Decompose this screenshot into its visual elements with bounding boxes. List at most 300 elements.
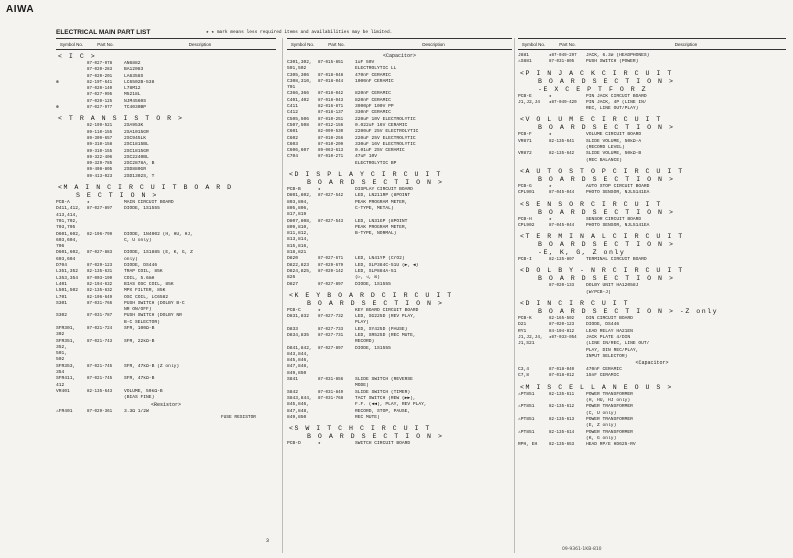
symbol-no: ⊛ xyxy=(56,105,59,111)
symbol-no: 603,604 xyxy=(56,256,76,262)
description: (LINE IN/REC, LINE OUT/ xyxy=(586,341,650,347)
description: PLAY) xyxy=(355,320,369,326)
symbol-no: L501,502 xyxy=(56,288,79,294)
description: LED, SG225D (REV PLAY, xyxy=(355,314,416,320)
description: 220uF 10V ELECTROLYTIC xyxy=(355,116,416,122)
description: POWER TRANSFORMER xyxy=(586,416,633,422)
part-no: ★ xyxy=(318,308,321,313)
part-no xyxy=(549,158,586,164)
symbol-no: C366,366 xyxy=(287,91,310,97)
page-title: ELECTRICAL MAIN PART LIST xyxy=(56,29,151,36)
description: (REC BALANCE) xyxy=(586,157,622,163)
brand-logo: AIWA xyxy=(6,4,35,15)
description: SLIDE SWITCH (TIMER) xyxy=(355,389,411,395)
symbol-no: 501,502 xyxy=(287,66,307,72)
section-heading: <D I N C I R C U I T xyxy=(520,300,630,308)
section-heading-cont: S E C T I O N > xyxy=(76,192,158,200)
symbol-no: C301,302, xyxy=(287,60,312,65)
description: NJM4560S xyxy=(124,98,147,104)
part-no: 87-012-156 xyxy=(318,123,344,128)
description: 2200uF 25V ELECTROLYTIC xyxy=(355,129,419,135)
part-no: 87-021-745 xyxy=(87,364,113,369)
header-part: Part No. xyxy=(328,41,345,47)
part-no: 82-199-521 xyxy=(87,124,113,129)
part-no: 87-027-543 xyxy=(318,219,344,224)
description: HEAD RP/E HD625-RV xyxy=(586,442,636,448)
part-no: 87-029-679 xyxy=(318,263,344,268)
description: (▷, ◁, ⊡) xyxy=(355,275,380,281)
part-no: 87-027-897 xyxy=(87,207,113,212)
symbol-no: S302 xyxy=(56,313,68,319)
availability-note: ★ ★ mark means less required items and availabilities may be limited. xyxy=(206,30,393,35)
part-row xyxy=(287,282,512,288)
part-no: 89-413-023 xyxy=(87,174,113,179)
description: 820nF CERAMIC xyxy=(355,97,391,103)
symbol-no: ⊛ xyxy=(56,79,59,85)
part-no: 87-027-733 xyxy=(318,327,344,332)
symbol-no xyxy=(56,395,87,401)
description: 220uF 25V ELECTROLYTIC xyxy=(355,135,416,141)
header-symbol: Symbol No. xyxy=(521,41,546,47)
part-row xyxy=(518,158,786,164)
part-no: 87-020-201 xyxy=(87,74,113,79)
section-heading-cont: B O A R D S E C T I O N > xyxy=(307,299,444,307)
handwritten-note: 09-9361-1KB-810 xyxy=(562,547,602,552)
symbol-no: J1,J2,J4, xyxy=(518,334,543,340)
symbol-no: 803,804, xyxy=(287,199,310,205)
column-divider xyxy=(282,38,283,553)
part-no: 87-020-123 xyxy=(549,323,575,328)
description: SFR, 47kΩ-B (Z only) xyxy=(124,363,180,369)
symbol-no: 845,846, xyxy=(287,358,310,364)
part-no: 82-135-653 xyxy=(549,443,575,448)
part-no: 82-099-530 xyxy=(318,130,344,135)
symbol-no: C704 xyxy=(287,154,299,160)
part-no: 87-018-044 xyxy=(318,79,344,84)
part-no: ★ xyxy=(87,201,90,206)
description: 470nF CERAMIC xyxy=(586,367,622,373)
description: SFR, 22kΩ-B xyxy=(124,338,155,344)
part-no: 82-135-613 xyxy=(549,417,575,422)
symbol-no: D831,832 xyxy=(287,314,310,320)
description: PIN JACK, 4P (LINE IN/ xyxy=(586,99,647,105)
part-no: ★ xyxy=(549,217,552,222)
symbol-no: PCB-D xyxy=(287,441,301,447)
description: SENSOR CIRCUIT BOARD xyxy=(586,216,642,222)
description: SLIDE VOLUME, 50kΩ-A xyxy=(586,138,642,144)
description: B-TYPE, NORMAL) xyxy=(355,231,397,237)
symbol-no: C603 xyxy=(287,141,299,147)
description: PHOTO SENSOR, NJL5141EA xyxy=(586,190,650,196)
description: (E, Z only) xyxy=(586,423,617,429)
symbol-no: PCB-G xyxy=(518,183,532,189)
symbol-no: CPL902 xyxy=(518,222,535,228)
symbol-no: VR872 xyxy=(518,151,532,157)
part-row xyxy=(287,415,512,421)
symbol-no: L351,352 xyxy=(56,269,79,275)
description: RECORD) xyxy=(355,339,375,345)
symbol-no: ⚠FR401 xyxy=(56,408,73,414)
description: MAIN CIRCUIT BOARD xyxy=(124,200,174,206)
symbol-no: L401 xyxy=(56,281,68,287)
description: LED, SR525D (REC MUTE, xyxy=(355,332,416,338)
symbol-no: RY1 xyxy=(518,328,527,334)
part-no: 87-045-044 xyxy=(549,191,575,196)
part-row xyxy=(518,223,786,229)
description: PEAK PROGRAM METER, xyxy=(355,199,408,205)
section-heading: <P I N J A C K C I R C U I T xyxy=(520,69,673,77)
subsection-heading: <Resistor> xyxy=(150,401,181,408)
part-no xyxy=(549,354,586,360)
symbol-no: D21 xyxy=(518,322,527,328)
header-part: Part No. xyxy=(97,41,114,47)
description: 2SC2878A, B xyxy=(124,161,155,167)
description: 2SC1815BL xyxy=(124,142,149,148)
header-description: Description xyxy=(674,41,698,47)
description: B-C SELECTOR) xyxy=(124,319,160,325)
description: AUTO STOP CIRCUIT BOARD xyxy=(586,183,650,189)
symbol-no: S841 xyxy=(287,377,299,383)
section-heading: <T E R M I N A L C I R C U I T xyxy=(520,233,684,241)
symbol-no: 412 xyxy=(56,382,65,388)
symbol-no: D833 xyxy=(287,326,299,332)
description: PUSH SWITCH (POWER) xyxy=(586,59,639,65)
part-no xyxy=(87,395,124,401)
description: DIODE, 1S1885 (E, K, G, Z xyxy=(124,250,193,256)
part-no: 87-027-897 xyxy=(318,346,344,351)
part-row xyxy=(56,409,276,415)
description: LA6358S xyxy=(124,73,144,79)
description: 3900pF 100V PP xyxy=(355,104,394,110)
part-no: 87-020-140 xyxy=(87,87,113,92)
section-heading-cont: -E X C E P T F O R Z xyxy=(538,85,648,93)
description: 470nF CERAMIC xyxy=(355,72,391,78)
part-row xyxy=(518,190,786,196)
part-no: 87-021-724 xyxy=(87,326,113,331)
part-no: 87-031-766 xyxy=(87,301,113,306)
description: COIL, 5.6mH xyxy=(124,275,155,281)
description: POWER TRANSFORMER xyxy=(586,429,633,435)
part-no xyxy=(318,415,355,421)
description: SLIDE SWITCH (REVERSE xyxy=(355,377,413,383)
symbol-no: 843,844, xyxy=(287,351,310,357)
part-no: 87-027-671 xyxy=(318,257,344,262)
description: SFR, 100Ω-B xyxy=(124,325,155,331)
description: SLIDE VOLUME, 50kΩ-B xyxy=(586,151,642,157)
symbol-no: ⚠S881 xyxy=(518,59,532,65)
symbol-no: D834,835 xyxy=(287,332,310,338)
description: LED, SLP384C-51U (▶, ◀) xyxy=(355,262,419,268)
part-no: 87-027-995 xyxy=(87,93,113,98)
description: PHOTO SENSOR, NJL5141EA xyxy=(586,222,650,228)
section-heading: <D I S P L A Y C I R C U I T xyxy=(289,171,442,179)
table-header xyxy=(56,38,276,50)
part-no: 87-031-849 xyxy=(318,390,344,395)
symbol-no: 413,414, xyxy=(56,212,79,218)
part-row xyxy=(518,373,786,379)
description: DIN CIRCUIT BOARD xyxy=(586,316,633,322)
description: 15nF CERAMIC xyxy=(586,373,620,379)
description: (C, U only) xyxy=(586,410,617,416)
description: 1uF 50V xyxy=(355,60,375,65)
description: JACK, 6.3ø (HEADPHONES) xyxy=(586,53,650,58)
symbol-no: D822,823 xyxy=(287,262,310,268)
description: MPX FILTER, 85K xyxy=(124,288,166,294)
part-no: 82-135-614 xyxy=(549,430,575,435)
symbol-no: PCB-I xyxy=(518,257,532,263)
description: POWER TRANSFORMER xyxy=(586,404,633,410)
description: KEY BOARD CIRCUIT BOARD xyxy=(355,307,419,313)
part-no: 87-018-048 xyxy=(318,73,344,78)
section-heading-cont: B O A R D S E C T I O N > xyxy=(538,275,675,283)
description: BA12083 xyxy=(124,67,144,73)
section-heading-cont: B O A R D S E C T I O N > xyxy=(538,124,675,132)
part-no: ★ xyxy=(318,442,321,447)
symbol-no: C505,506 xyxy=(287,116,310,122)
part-no: 82-135-807 xyxy=(549,258,575,263)
symbol-no: 817,819 xyxy=(287,212,307,218)
part-no: 87-018-012 xyxy=(549,374,575,379)
symbol-no: L353,354 xyxy=(56,275,79,281)
description: OSC COIL, LC6582 xyxy=(124,294,169,300)
section-heading: <D O L B Y - N R C I R C U I T xyxy=(520,267,684,275)
part-row xyxy=(518,290,786,296)
description: JACK PLATE 4/DIN xyxy=(586,334,631,340)
symbol-no: PCB-H xyxy=(518,216,532,222)
symbol-no: C401,402 xyxy=(287,97,310,103)
part-row xyxy=(56,174,276,180)
part-no: 87-003-199 xyxy=(87,276,113,281)
description: POWER TRANSFORMER xyxy=(586,391,633,397)
symbol-no: S843,844, xyxy=(287,395,312,401)
symbol-no: D801,802, xyxy=(287,193,312,199)
header-description: Description xyxy=(422,41,445,47)
symbol-no: D601,602, xyxy=(56,231,81,237)
description: DISPLAY CIRCUIT BOARD xyxy=(355,187,413,193)
part-no: 89-310-158 xyxy=(87,143,113,148)
description: DIODE, 1S1555 xyxy=(124,206,160,212)
part-no: 82-196-649 xyxy=(87,295,113,300)
description: TRAP COIL, 85K xyxy=(124,269,163,275)
part-no: 82-135-611 xyxy=(549,392,575,397)
description: 3.3Ω 1/2W xyxy=(124,408,149,414)
section-heading-cont: B O A R D S E C T I O N > xyxy=(538,175,675,183)
symbol-no: PCB-C xyxy=(287,307,301,313)
section-heading: < T R A N S I S T O R > xyxy=(58,115,184,123)
section-heading: <A U T O S T O P C I R C U I T xyxy=(520,167,684,175)
part-row xyxy=(518,106,786,112)
section-heading-cont: B O A R D S E C T I O N > -Z only xyxy=(538,308,719,316)
symbol-no: 845,846, xyxy=(287,402,310,408)
column-divider xyxy=(514,38,515,553)
part-no: 87-018-043 xyxy=(318,98,344,103)
symbol-no: 849,850 xyxy=(287,414,307,420)
section-heading: <S W I T C H C I R C U I T xyxy=(289,425,431,433)
symbol-no: D824,825, xyxy=(287,268,312,274)
header-symbol: Symbol No. xyxy=(290,41,315,47)
symbol-no: 354 xyxy=(56,370,65,376)
description: 47uF 10V xyxy=(355,154,378,160)
description: INPUT SELECTOR) xyxy=(586,353,628,359)
part-no: 89-310-155 xyxy=(87,149,113,154)
description: DIODE, DS446 xyxy=(124,263,158,269)
symbol-no: SFR351, xyxy=(56,338,76,344)
part-no: 82-135-641 xyxy=(549,139,575,144)
part-no: 87-027-897 xyxy=(318,282,344,287)
part-no: ★ xyxy=(549,94,552,99)
subsection-heading: <Capacitor> xyxy=(382,53,416,59)
symbol-no: 811,812, xyxy=(287,231,310,237)
description: 1000nF CERAMIC xyxy=(355,78,394,84)
description: DIODE, 1S1555 xyxy=(355,281,391,287)
description: VOLUME, 50kΩ-B xyxy=(124,388,163,394)
description: REC MUTE) xyxy=(355,414,380,420)
part-no: 87-010-209 xyxy=(318,142,344,147)
description: LED, SY425D (PAUSE) xyxy=(355,326,408,332)
description: NR ON/OFF) xyxy=(124,307,152,313)
symbol-no xyxy=(518,354,549,360)
description: 820nF CERAMIC xyxy=(355,91,391,97)
part-no: 87-020-125 xyxy=(87,99,113,104)
symbol-no: S301 xyxy=(56,300,68,306)
description: DIODE, 1S1555 xyxy=(355,345,391,351)
symbol-no: D841,842, xyxy=(287,345,312,351)
section-heading-cont: B O A R D S E C T I O N > xyxy=(538,241,675,249)
part-no: 82-135-612 xyxy=(549,405,575,410)
section-heading: <V O L U M E C I R C U I T xyxy=(520,116,662,124)
description: RECORD, STOP, PAUSE, xyxy=(355,408,411,414)
symbol-no: SFR353, xyxy=(56,363,76,369)
description: BIAS OSC COIL, 85K xyxy=(124,281,174,287)
part-no: ★ xyxy=(549,133,552,138)
symbol-no: 352, xyxy=(56,344,68,350)
symbol-no: 706 xyxy=(56,244,65,250)
part-row xyxy=(56,395,276,401)
symbol-no xyxy=(56,174,87,180)
parts-column-1 xyxy=(56,38,276,421)
part-no: 87-020-283 xyxy=(87,68,113,73)
description: SFR, 47kΩ-B xyxy=(124,376,155,382)
symbol-no: S842 xyxy=(287,389,299,395)
symbol-no: C412 xyxy=(287,110,299,116)
description: TC4030BP xyxy=(124,105,147,111)
part-no: 87-018-137 xyxy=(318,111,344,116)
symbol-no: RPH, EH xyxy=(518,442,538,448)
part-no: 89-309-657 xyxy=(87,136,113,141)
symbol-no: 847,848, xyxy=(287,364,310,370)
part-no: 87-015-851 xyxy=(318,61,344,65)
part-no: 87-027-977 xyxy=(87,106,113,111)
symbol-no: C411 xyxy=(287,104,299,110)
symbol-no xyxy=(518,106,549,112)
symbol-no: D820 xyxy=(287,256,299,262)
part-no: 87-045-044 xyxy=(549,223,575,228)
symbol-no: VR871 xyxy=(518,138,532,144)
part-no xyxy=(549,290,586,296)
part-no: 87-020-142 xyxy=(318,269,344,274)
part-no: 89-408-805 xyxy=(87,168,113,173)
symbol-no: SFR411, xyxy=(56,376,76,382)
symbol-no: 302 xyxy=(56,332,65,338)
part-no: 87-021-745 xyxy=(87,377,113,382)
description: AN6882 xyxy=(124,61,141,66)
description: 2SA953K xyxy=(124,123,144,129)
symbol-no: J1,S21 xyxy=(518,341,535,347)
symbol-no: 501, xyxy=(56,351,68,357)
fuse-note: FUSE RESISTOR xyxy=(220,414,256,420)
part-no: ★87-049-297 xyxy=(549,54,577,58)
header-description: Description xyxy=(188,41,212,47)
symbol-no xyxy=(287,161,318,167)
subsection-heading: <Capacitor> xyxy=(635,360,669,367)
section-heading: <K E Y B O A R D C I R C U I T xyxy=(289,291,453,299)
symbol-no: PCB-F xyxy=(518,132,532,138)
symbol-no: 701,702, xyxy=(56,218,79,224)
description: (BIAS FINE) xyxy=(124,395,155,401)
section-heading-cont: B O A R D S E C T I O N > xyxy=(307,433,444,441)
part-no: 82-19T-641 xyxy=(87,80,113,85)
description: LEAD RELAY HA21EN xyxy=(586,328,633,334)
part-row xyxy=(518,442,786,448)
header-symbol: Symbol No. xyxy=(59,41,84,47)
part-no: ★ xyxy=(318,188,321,193)
symbol-no: PCB-K xyxy=(518,316,532,322)
symbol-no: J881 xyxy=(518,53,530,58)
symbol-no: 703,705 xyxy=(56,225,76,231)
description: PUSH SWITCH (DOLBY B-C xyxy=(124,300,185,306)
description: M5218L xyxy=(124,92,141,98)
description: DIODE, DS446 xyxy=(586,322,620,328)
part-no: 87-010-256 xyxy=(318,136,344,141)
description: 2SC1815GR xyxy=(124,148,149,154)
symbol-no: 847,848, xyxy=(287,408,310,414)
symbol-no: 815,816, xyxy=(287,243,310,249)
part-no: 87-031-805 xyxy=(549,60,575,65)
parts-column-2 xyxy=(287,38,512,447)
part-no: ★ xyxy=(549,184,552,189)
symbol-no: C7,8 xyxy=(518,373,530,379)
part-no: 87-010-251 xyxy=(318,117,344,122)
part-no: 87-027-542 xyxy=(318,194,344,199)
symbol-no: ⚠PT851 xyxy=(518,391,535,397)
description: ELECTROLYTIC LL xyxy=(355,66,397,72)
part-row xyxy=(518,257,786,263)
part-no: 87-021-743 xyxy=(87,339,113,344)
part-no: 82-016-871 xyxy=(318,105,344,110)
symbol-no: SFR301, xyxy=(56,325,76,331)
section-heading-cont: B O A R D S E C T I O N > xyxy=(538,77,675,85)
description: MODE) xyxy=(355,383,369,389)
part-no: 87-027-731 xyxy=(318,333,344,338)
description: TERMINAL CIRCUIT BOARD xyxy=(586,257,647,263)
description: TACT SWITCH (REW (▶▶), xyxy=(355,395,416,401)
symbol-no: VR401 xyxy=(56,388,70,394)
header-part: Part No. xyxy=(559,41,576,47)
description: C-TYPE, METAL) xyxy=(355,205,394,211)
description: LED, LN31GP (8POINT xyxy=(355,218,408,224)
part-no xyxy=(318,161,355,167)
description: DOLBY UNIT HA12058J xyxy=(586,283,639,289)
symbol-no: 818,821 xyxy=(287,250,307,256)
symbol-no: C507,508 xyxy=(287,122,310,128)
description: PEAK PROGRAM METER, xyxy=(355,224,408,230)
symbol-no: L701 xyxy=(56,294,68,300)
description: (K, G only) xyxy=(586,435,617,441)
part-no xyxy=(549,106,586,112)
symbol-no: 826 xyxy=(287,275,296,281)
symbol-no: PCB-A xyxy=(56,200,70,206)
symbol-no: D827 xyxy=(287,281,299,287)
